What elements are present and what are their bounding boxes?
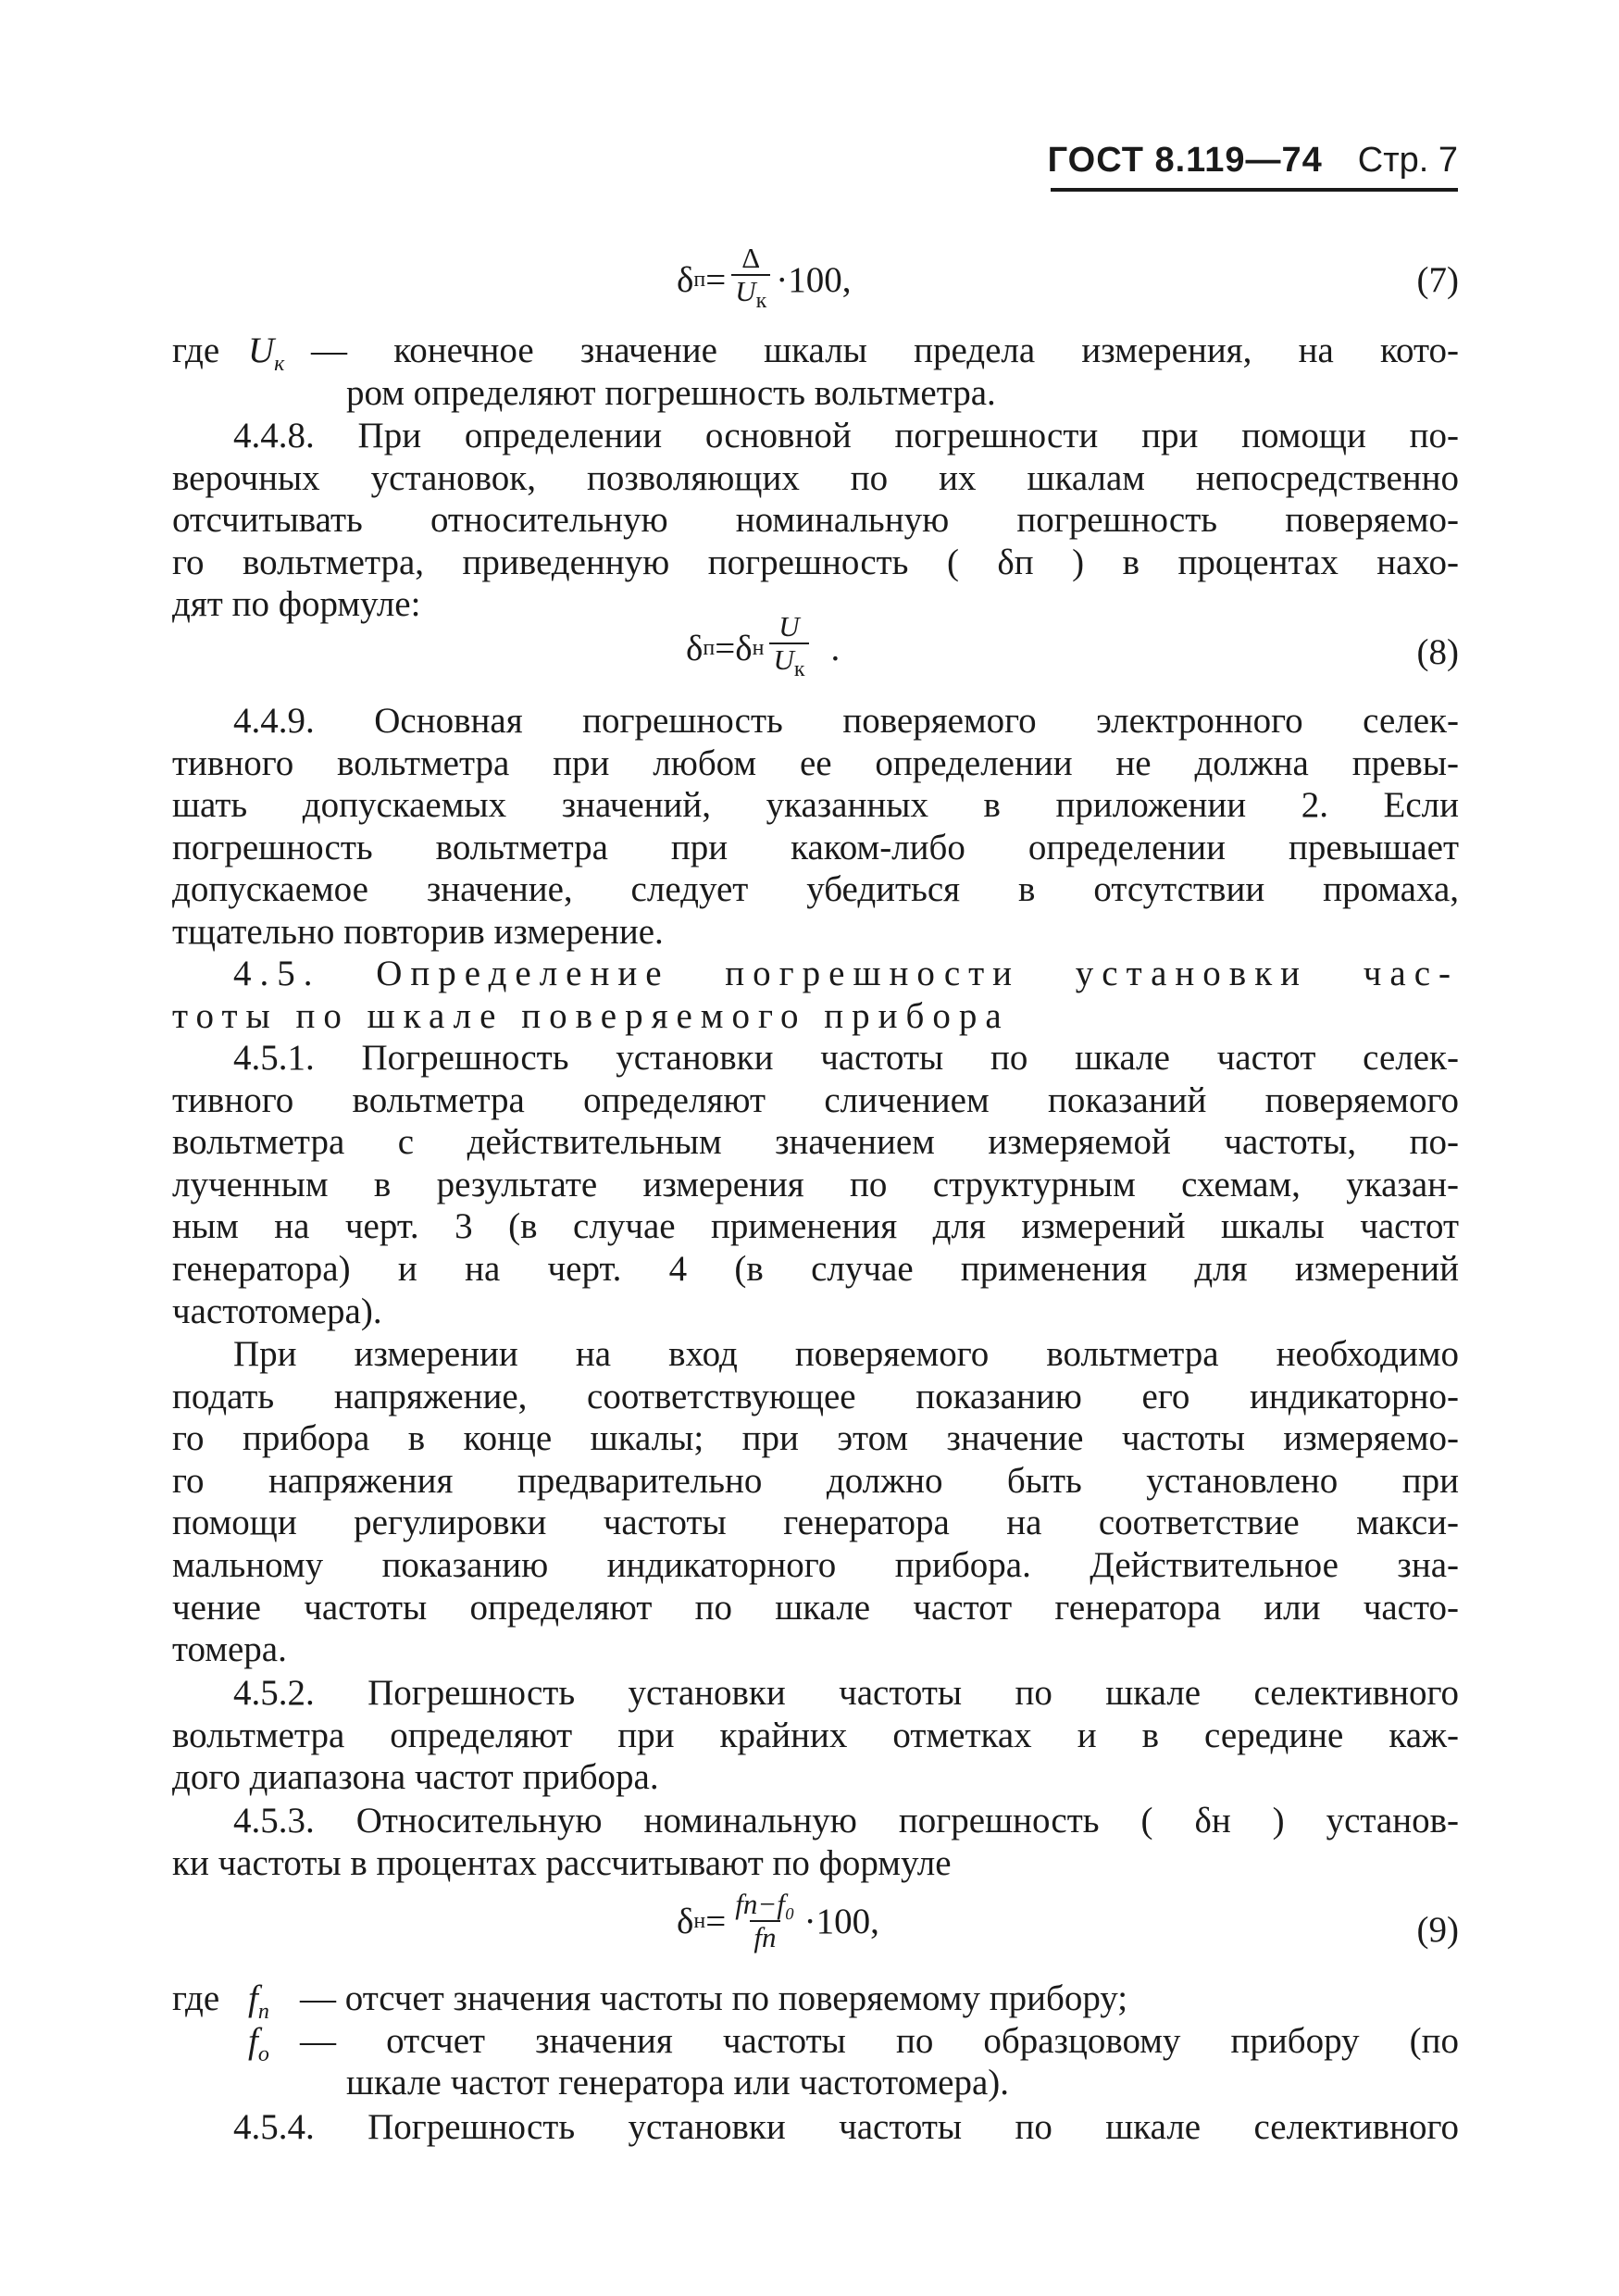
text-line: мальному показанию индикаторного прибора. Действительное зна- — [172, 1544, 1459, 1585]
text-line: лученным в результате измерения по структурным схемам, указан- — [172, 1164, 1459, 1204]
paragraph-4-5-3 — [172, 1800, 1459, 1884]
where-9-item-2-line-2: шкале частот генератора или частотомера). — [346, 2063, 1009, 2103]
where-9-symbol-2-sub: о — [257, 2041, 269, 2066]
formula-8-eq: = — [715, 628, 736, 668]
text-line: шать допускаемых значений, указанных в приложении 2. Если — [172, 785, 1459, 826]
paragraph-4-5-4 — [172, 2106, 1459, 2149]
where-9-item-1-line-1: — отсчет значения частоты по поверяемому прибору; — [300, 1978, 1128, 2018]
text-line: подать напряжение, соответствующее показанию его индикаторно- — [172, 1376, 1459, 1416]
formula-9-eq: = — [705, 1901, 727, 1941]
text-line: вольтметра определяют при крайних отметках и в середине каж- — [172, 1715, 1459, 1755]
text-line: дого диапазона частот прибора. — [172, 1757, 659, 1798]
formula-8-numerator: U — [778, 610, 800, 643]
standard-number: ГОСТ 8.119—74 — [1047, 141, 1323, 180]
paragraph-4-5-1 — [172, 1037, 1459, 1332]
formula-8-tail: . — [830, 628, 841, 668]
where-9-symbol-2: f — [248, 2020, 258, 2061]
text-line: 4.5.2. Погрешность установки частоты по шкале селективного — [233, 1673, 1459, 1713]
formula-8-lhs-sub: п — [703, 635, 716, 660]
text-line: допускаемое значение, следует убедиться в отсутствии промаха, — [172, 869, 1459, 910]
formula-8 — [172, 611, 1459, 690]
heading-line: тоты по шкале поверяемого прибора — [172, 995, 1010, 1036]
text-line: помощи регулировки частоты генератора на соответствие макси- — [172, 1503, 1459, 1543]
where-7-symbol: U — [248, 331, 275, 370]
paragraph-4-4-8 — [172, 415, 1459, 626]
formula-9-number: (9) — [1416, 1910, 1459, 1950]
page-header — [1046, 139, 1458, 187]
formula-7-numerator: Δ — [741, 242, 761, 274]
text-line: При измерении на вход поверяемого вольтметра необходимо — [233, 1334, 1459, 1374]
text-line: го вольтметра, приведенную погрешность ( δп ) в процентах нахо- — [172, 542, 1459, 582]
text-line: ным на черт. 3 (в случае применения для измерений шкалы частот — [172, 1206, 1459, 1247]
text-line: 4.5.1. Погрешность установки частоты по шкале частот селек- — [233, 1038, 1459, 1078]
where-9-label: где — [172, 1978, 220, 2018]
formula-8-number: (8) — [1416, 632, 1459, 672]
where-7-label: где — [172, 331, 220, 370]
where-9-symbol-1: f — [248, 1978, 258, 2018]
formula-9 — [172, 1889, 1459, 1972]
formula-7-eq: = — [705, 259, 727, 300]
formula-7-denominator: U — [735, 275, 756, 307]
formula-7-fraction — [731, 243, 770, 317]
formula-8-denominator-sub: к — [793, 657, 805, 682]
formula-9-fraction — [731, 1889, 798, 1953]
formula-7-lhs: δ — [677, 259, 694, 300]
text-line: го прибора в конце шкалы; при этом значение частоты измеряемо- — [172, 1418, 1459, 1459]
where-9 — [172, 1978, 1459, 2104]
section-heading-4-5 — [172, 953, 1459, 1037]
formula-8-fraction — [769, 611, 808, 685]
text-line: 4.4.8. При определении основной погрешности при помощи по- — [233, 416, 1459, 455]
text-line: вольтметра с действительным значением измеряемой частоты, по- — [172, 1122, 1459, 1163]
where-7-symbol-sub: к — [274, 351, 285, 376]
formula-9-tail: ·100, — [803, 1901, 879, 1941]
formula-7 — [172, 243, 1459, 317]
page-number: Стр. 7 — [1357, 141, 1458, 180]
text-line: генератора) и на черт. 4 (в случае применения для измерений — [172, 1248, 1459, 1289]
formula-7-tail: ·100, — [776, 259, 852, 300]
formula-7-lhs-sub: п — [693, 267, 706, 292]
text-line: верочных установок, позволяющих по их шкалам непосредственно — [172, 457, 1459, 498]
formula-9-lhs-sub: н — [693, 1908, 706, 1933]
text-line: погрешность вольтметра при каком-либо определении превышает — [172, 827, 1459, 867]
formula-9-lhs: δ — [677, 1901, 694, 1941]
paragraph-4-5-2 — [172, 1672, 1459, 1799]
where-7-line-1: — конечное значение шкалы предела измерения, на кото- — [311, 331, 1459, 370]
text-line: дят по формуле: — [172, 584, 421, 625]
formula-7-number: (7) — [1416, 260, 1459, 300]
text-line: тщательно повторив измерение. — [172, 911, 664, 952]
text-line: отсчитывать относительную номинальную погрешность поверяемо- — [172, 500, 1459, 541]
formula-8-mid: δ — [735, 628, 753, 668]
where-7-line-2: ром определяют погрешность вольтметра. — [346, 372, 996, 413]
formula-9-denominator: fп — [750, 1920, 779, 1953]
formula-7-denominator-sub: к — [755, 289, 767, 314]
text-line: томера. — [172, 1629, 287, 1670]
text-line: 4.5.4. Погрешность установки частоты по шкале селективного — [233, 2107, 1459, 2147]
text-line: го напряжения предварительно должно быть установлено при — [172, 1460, 1459, 1501]
where-7 — [172, 330, 1459, 414]
text-line: ки частоты в процентах рассчитывают по формуле — [172, 1842, 952, 1883]
formula-8-mid-sub: н — [752, 635, 765, 660]
text-line: тивного вольтметра определяют сличением показаний поверяемого — [172, 1079, 1459, 1120]
formula-8-denominator: U — [773, 643, 794, 676]
text-line: 4.5.3. Относительную номинальную погрешность ( δн ) установ- — [233, 1801, 1459, 1841]
text-line: чение частоты определяют по шкале частот генератора или часто- — [172, 1587, 1459, 1628]
text-line: тивного вольтметра при любом ее определении не должна превы- — [172, 742, 1459, 783]
text-line: 4.4.9. Основная погрешность поверяемого электронного селек- — [233, 701, 1459, 741]
paragraph-4-4-9 — [172, 700, 1459, 954]
heading-line: 4.5. Определение погрешности установки час- — [233, 954, 1459, 993]
paragraph-4-5-1-continued — [172, 1333, 1459, 1671]
where-9-symbol-1-sub: п — [257, 1999, 269, 2024]
where-9-item-2-line-1: — отсчет значения частоты по образцовому прибору (по — [300, 2020, 1459, 2061]
formula-9-numerator: fп−f₀ — [735, 1888, 795, 1920]
header-rule — [1051, 188, 1458, 192]
text-line: частотомера). — [172, 1291, 382, 1331]
formula-8-lhs: δ — [686, 628, 704, 668]
